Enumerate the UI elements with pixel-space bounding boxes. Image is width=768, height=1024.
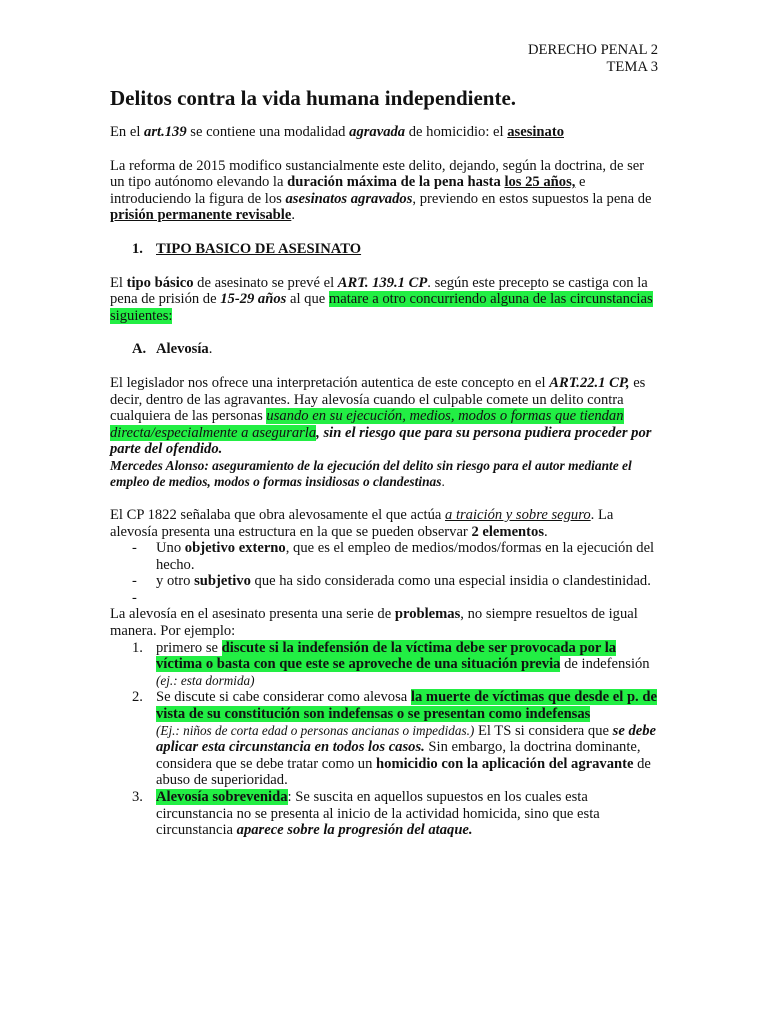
text: e introduciendo la figura de los [110, 174, 586, 207]
emphasis: subjetivo [194, 573, 251, 590]
subsection-heading-a [132, 341, 658, 358]
text: : Se suscita en aquellos supuestos en los cuales esta circunstancia no se presenta al inicio de la actividad homicida, sino que esta circunstancia [156, 789, 600, 839]
document-header [110, 42, 658, 76]
text: que ha sido considerada como una especial insidia o clandestinidad. [250, 573, 651, 590]
highlighted-text: Alevosía sobrevenida [156, 789, 288, 805]
text: La alevosía en el asesinato presenta una serie de [110, 606, 395, 623]
emphasis: tipo básico [126, 274, 194, 291]
emphasis: a traición y sobre seguro [445, 506, 591, 523]
list-marker: - [132, 540, 137, 557]
text: Uno [156, 540, 185, 557]
alevosia-paragraph-3 [110, 606, 658, 639]
article-reference: art.139 [144, 124, 187, 140]
section-heading-1 [132, 241, 658, 258]
text: El CP 1822 señalaba que obra alevosamente el que actúa [110, 506, 445, 523]
alevosia-paragraph-1 [110, 375, 658, 458]
intro-paragraph-1 [110, 124, 658, 141]
emphasis: se debe aplicar esta circunstancia en todos los casos. [156, 722, 657, 756]
text: En el [110, 124, 145, 140]
subsection-title: Alevosía [156, 341, 209, 358]
text: La reforma de 2015 modifico sustancialmente este delito, dejando, según la doctrina, de ser un tipo autónomo elevando la [110, 157, 645, 191]
page-title: Delitos contra la vida humana independiente. [110, 86, 517, 110]
text: primero se [156, 639, 222, 656]
quote-text: Mercedes Alonso: aseguramiento de la ejecución del delito sin riesgo para el autor mediante el empleo de medios, modos o formas insidiosas o clandestinas [110, 457, 632, 489]
list-item [110, 590, 658, 607]
emphasis: objetivo externo [184, 540, 286, 557]
alevosia-paragraph-2 [110, 507, 658, 540]
section1-paragraph [110, 275, 658, 325]
text: de asesinato se prevé el [193, 274, 338, 291]
text: Sin embargo, la doctrina dominante, considera que se debe tratar como un [156, 739, 641, 772]
list-marker: 2. [132, 689, 143, 706]
document-page [110, 42, 658, 839]
author-quote [110, 458, 658, 490]
emphasis: homicidio con la aplicación del agravante [376, 755, 634, 772]
text: Se discute si cabe considerar como alevosa [156, 689, 411, 706]
text: . La alevosía presenta una estructura en la que se pueden observar [110, 506, 614, 540]
list-item [110, 689, 658, 789]
emphasis: 2 elementos [471, 523, 544, 540]
text: . [441, 473, 445, 489]
emphasis: los 25 años, [504, 174, 576, 191]
emphasis: , sin el riesgo que para su persona pudiera proceder por parte del ofendido. [110, 424, 652, 458]
text: de homicidio: el [405, 124, 508, 140]
key-term: asesinato [507, 124, 564, 140]
highlighted-text: matare a otro concurriendo alguna de las circunstancias siguientes: [110, 291, 653, 324]
emphasis: agravada [349, 124, 406, 140]
list-marker: - [132, 573, 137, 590]
text: El TS si considera que [474, 722, 613, 739]
text: . [544, 523, 548, 540]
text: se contiene una modalidad [186, 124, 350, 140]
example-text: (ej.: esta dormida) [156, 672, 255, 688]
text: . [291, 207, 295, 224]
emphasis: duración máxima de la pena hasta [287, 174, 505, 191]
section-title: TIPO BASICO DE ASESINATO [156, 240, 362, 257]
list-marker: - [132, 589, 137, 606]
topic-number: TEMA 3 [606, 59, 658, 75]
course-name: DERECHO PENAL 2 [528, 42, 658, 58]
text: , no siempre resueltos de igual manera. Por ejemplo: [110, 606, 638, 640]
list-item [110, 640, 658, 690]
emphasis: asesinatos agravados [285, 190, 413, 207]
text: . [208, 341, 213, 358]
key-term: prisión permanente revisable [110, 207, 292, 224]
emphasis: 15-29 años [220, 291, 287, 308]
text: El legislador nos ofrece una interpretación autentica de este concepto en el [110, 374, 550, 391]
text: de abuso de superioridad. [156, 755, 651, 789]
text: . según este precepto se castiga con la pena de prisión de [110, 274, 648, 308]
list-item [110, 573, 658, 590]
article-reference: ART. 139.1 CP [337, 274, 428, 291]
highlighted-text: la muerte de víctimas que desde el p. de vista de su constitución son indefensas o se presentan como indefensas [156, 689, 657, 723]
list-marker: 3. [132, 789, 143, 805]
text: , previendo en estos supuestos la pena de [412, 190, 652, 207]
text: al que [286, 291, 329, 308]
emphasis: problemas [394, 606, 461, 623]
subsection-letter: A. [132, 341, 147, 358]
text: , que es el empleo de medios/modos/formas en la ejecución del hecho. [156, 540, 655, 573]
highlighted-text: usando en su ejecución, medios, modos o formas que tiendan directa/especialmente a asegurarla [110, 408, 624, 441]
list-item [110, 789, 658, 839]
text: de indefensión [560, 656, 650, 673]
intro-paragraph-2 [110, 158, 658, 224]
text: es decir, dentro de las agravantes. Hay alevosía cuando el culpable comete un delito contra cualquiera de las personas [110, 374, 646, 425]
text: y otro [156, 573, 195, 590]
list-item [110, 540, 658, 573]
text: El [110, 274, 127, 291]
emphasis: aparece sobre la progresión del ataque. [236, 822, 473, 839]
list-marker: 1. [132, 639, 143, 656]
section-number: 1. [132, 240, 143, 257]
article-reference: ART.22.1 CP, [549, 374, 630, 391]
example-text: (Ej.: niños de corta edad o personas ancianas o impedidas.) [156, 722, 475, 738]
highlighted-text: discute si la indefensión de la víctima debe ser provocada por la víctima o basta con que este se aproveche de una situación previa [156, 639, 617, 673]
